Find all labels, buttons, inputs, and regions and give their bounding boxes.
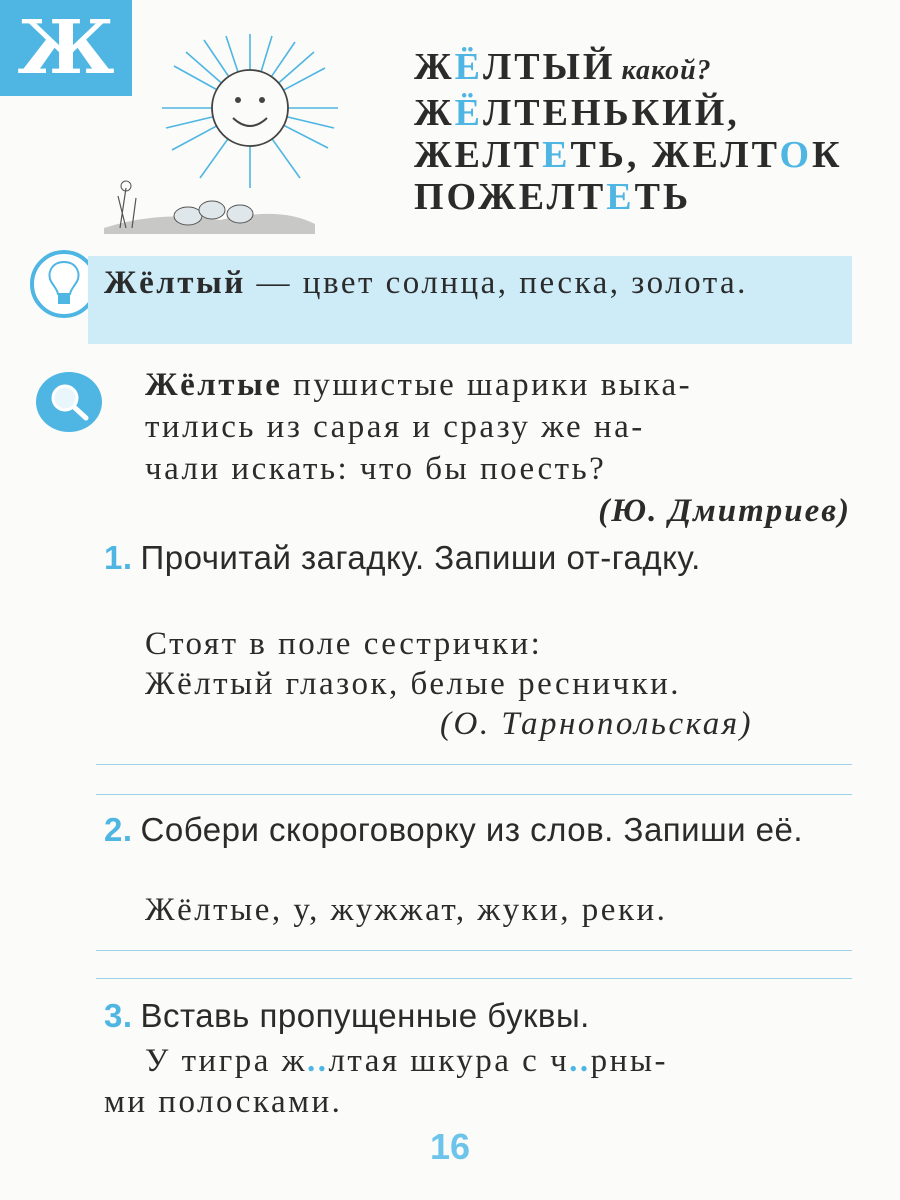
heading-accent-letter: О bbox=[779, 134, 813, 176]
letter-tab: Ж bbox=[0, 0, 132, 96]
example-line-3: чали искать: что бы поесть? bbox=[145, 451, 607, 487]
heading-row-2 bbox=[414, 92, 843, 134]
heading-part: Ж bbox=[414, 92, 455, 134]
heading-part: К bbox=[812, 134, 843, 176]
heading-part: ЖЕЛТ bbox=[414, 134, 543, 176]
definition-term: Жёлтый bbox=[104, 265, 246, 301]
writing-line bbox=[96, 794, 852, 795]
task-number: 2. bbox=[104, 811, 133, 848]
heading-part: ПОЖЕЛТ bbox=[414, 176, 607, 218]
task-3-instruction bbox=[104, 996, 590, 1036]
sun-illustration bbox=[100, 28, 340, 238]
sentence-part: рны- bbox=[590, 1043, 668, 1079]
writing-line bbox=[96, 950, 852, 951]
heading-row-1 bbox=[414, 46, 843, 92]
example-quote bbox=[145, 364, 851, 532]
tongue-twister-words: Жёлтые, у, жужжат, жуки, реки. bbox=[145, 892, 668, 928]
example-author: (Ю. Дмитриев) bbox=[598, 493, 851, 529]
exercise-sentence bbox=[145, 1040, 853, 1082]
heading-part: ЖЕЛТ bbox=[651, 134, 780, 176]
missing-letter-gap: .. bbox=[306, 1043, 329, 1079]
task-text: Вставь пропущенные буквы. bbox=[140, 997, 590, 1034]
heading-row-3 bbox=[414, 134, 843, 176]
task-text: Прочитай загадку. Запиши от-гадку. bbox=[140, 539, 701, 576]
riddle-author: (О. Тарнопольская) bbox=[440, 706, 754, 742]
task-1-instruction bbox=[104, 538, 854, 578]
heading-part: ТЬ bbox=[634, 176, 692, 218]
example-line-2: тились из сарая и сразу же на- bbox=[145, 409, 645, 445]
heading-part: ЛТЫЙ bbox=[482, 46, 616, 88]
heading-accent-letter: Е bbox=[542, 134, 571, 176]
definition-text bbox=[104, 262, 834, 305]
exercise-sentence-end: ми полосками. bbox=[104, 1084, 343, 1120]
task-2-instruction bbox=[104, 810, 854, 850]
heading-accent-letter: Ё bbox=[454, 46, 483, 88]
heading-part: ЛТЕНЬКИЙ, bbox=[482, 92, 740, 134]
heading-row-4 bbox=[414, 176, 843, 218]
definition-body: — цвет солнца, песка, золота. bbox=[245, 265, 748, 301]
sentence-part: лтая шкура с ч bbox=[328, 1043, 570, 1079]
writing-line bbox=[96, 764, 852, 765]
heading-part: ТЬ, bbox=[570, 134, 640, 176]
task-number: 1. bbox=[104, 539, 133, 576]
riddle-line-2: Жёлтый глазок, белые реснички. bbox=[145, 666, 682, 702]
heading-words bbox=[414, 46, 843, 218]
magnifier-icon bbox=[34, 370, 104, 434]
missing-letter-gap: .. bbox=[569, 1043, 591, 1079]
heading-question: какой? bbox=[621, 55, 712, 86]
page-number: 16 bbox=[429, 1126, 471, 1167]
task-number: 3. bbox=[104, 997, 133, 1034]
task-text: Собери скороговорку из слов. Запиши её. bbox=[140, 811, 804, 848]
example-line-1 bbox=[145, 364, 851, 406]
example-text: пушистые шарики выка- bbox=[282, 367, 693, 403]
writing-line bbox=[96, 978, 852, 979]
heading-accent-letter: Ё bbox=[454, 92, 483, 134]
riddle-line-1: Стоят в поле сестрички: bbox=[145, 626, 543, 662]
example-term: Жёлтые bbox=[145, 367, 283, 403]
heading-part: Ж bbox=[414, 46, 455, 88]
heading-accent-letter: Е bbox=[606, 176, 635, 218]
sentence-part: У тигра ж bbox=[145, 1043, 307, 1079]
